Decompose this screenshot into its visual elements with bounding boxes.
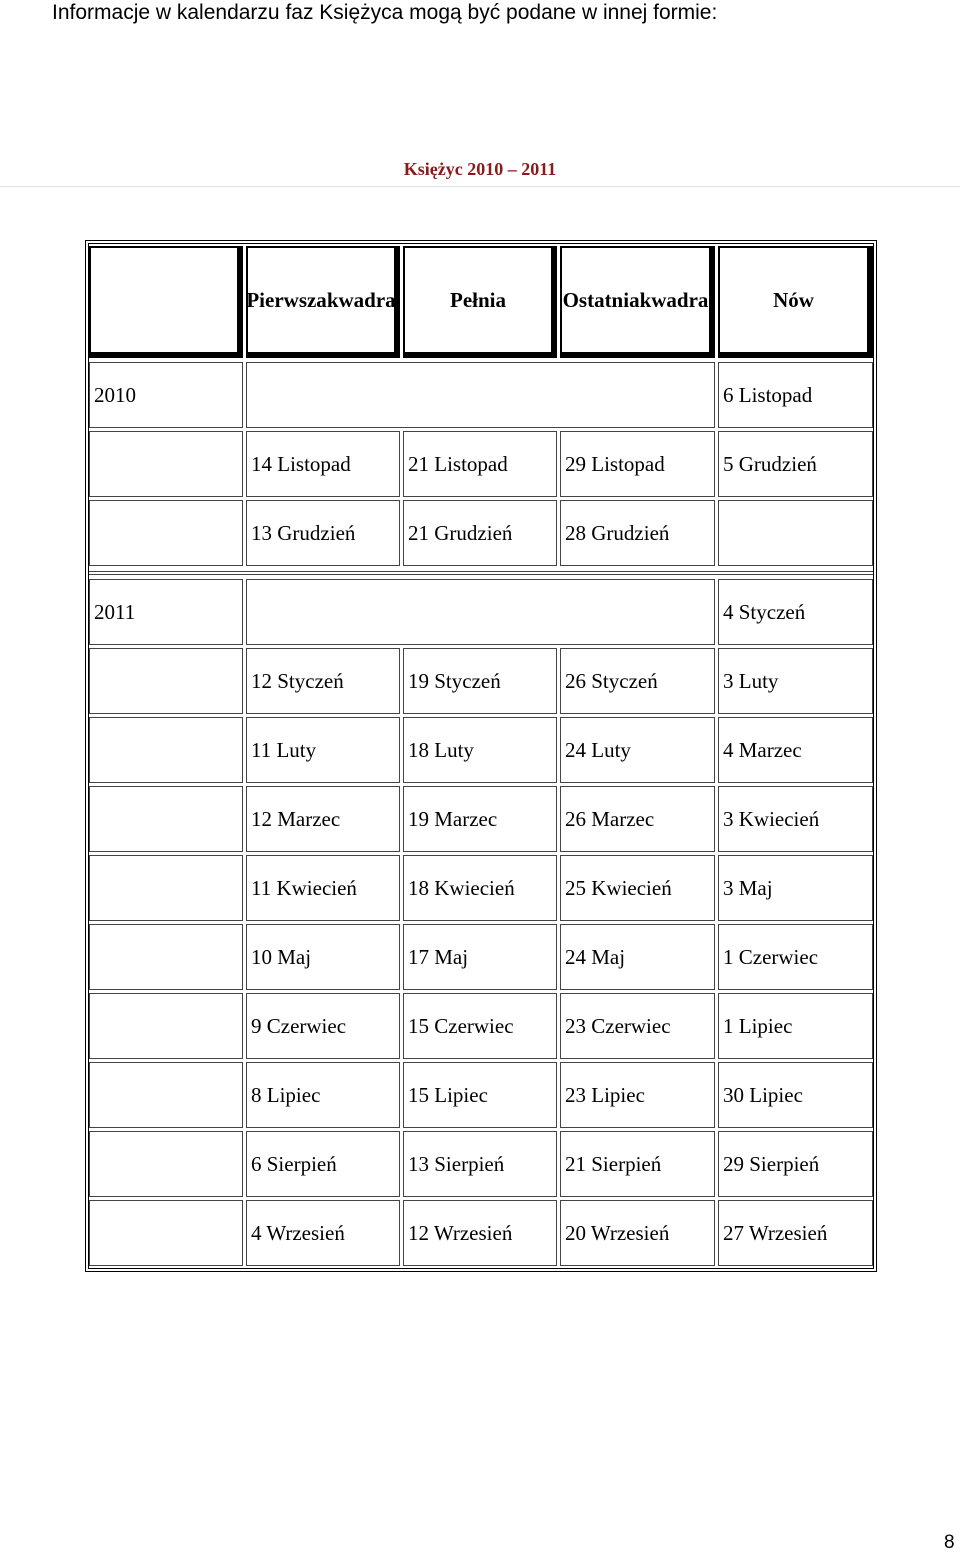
header-label: Ostatnia	[562, 288, 640, 312]
date-cell: 14 Listopad	[246, 431, 400, 497]
date-cell: 13 Grudzień	[246, 500, 400, 566]
now-cell: 6 Listopad	[718, 362, 873, 428]
group-separator	[89, 571, 873, 575]
date-cell: 15 Czerwiec	[403, 993, 557, 1059]
header-label: Pierwsza	[246, 288, 327, 312]
header-label: kwadra	[326, 288, 396, 312]
intro-text: Informacje w kalendarzu faz Księżyca mogą być podane w innej formie:	[52, 1, 718, 24]
date-cell: 4 Wrzesień	[246, 1200, 400, 1266]
page-number: 8	[944, 1532, 955, 1553]
header-cell	[246, 246, 400, 358]
year-cell: 2011	[89, 579, 243, 645]
date-cell: 20 Wrzesień	[560, 1200, 715, 1266]
date-cell: 8 Lipiec	[246, 1062, 400, 1128]
date-cell: 29 Sierpień	[718, 1131, 873, 1197]
header-cell	[403, 246, 557, 358]
year-cell: 2010	[89, 362, 243, 428]
date-cell: 1 Czerwiec	[718, 924, 873, 990]
date-cell: 25 Kwiecień	[560, 855, 715, 921]
date-cell: 11 Luty	[246, 717, 400, 783]
empty-year-cell	[89, 993, 243, 1059]
date-cell: 27 Wrzesień	[718, 1200, 873, 1266]
date-cell: 21 Grudzień	[403, 500, 557, 566]
header-cell	[89, 246, 243, 358]
date-cell: 19 Styczeń	[403, 648, 557, 714]
header-cell	[718, 246, 873, 358]
header-label: Pełnia	[450, 288, 506, 312]
divider	[0, 186, 960, 187]
date-cell: 23 Czerwiec	[560, 993, 715, 1059]
empty-span-cell	[246, 579, 715, 645]
date-cell	[718, 500, 873, 566]
date-cell: 17 Maj	[403, 924, 557, 990]
date-cell: 15 Lipiec	[403, 1062, 557, 1128]
empty-year-cell	[89, 1131, 243, 1197]
date-cell: 19 Marzec	[403, 786, 557, 852]
empty-year-cell	[89, 500, 243, 566]
date-cell: 26 Marzec	[560, 786, 715, 852]
date-cell: 18 Kwiecień	[403, 855, 557, 921]
date-cell: 12 Wrzesień	[403, 1200, 557, 1266]
table-title: Księżyc 2010 – 2011	[403, 159, 557, 179]
date-cell: 29 Listopad	[560, 431, 715, 497]
empty-year-cell	[89, 786, 243, 852]
date-cell: 12 Styczeń	[246, 648, 400, 714]
date-cell: 12 Marzec	[246, 786, 400, 852]
date-cell: 23 Lipiec	[560, 1062, 715, 1128]
header-cell	[560, 246, 715, 358]
empty-year-cell	[89, 855, 243, 921]
date-cell: 30 Lipiec	[718, 1062, 873, 1128]
date-cell: 4 Marzec	[718, 717, 873, 783]
date-cell: 6 Sierpień	[246, 1131, 400, 1197]
empty-year-cell	[89, 1200, 243, 1266]
date-cell: 3 Kwiecień	[718, 786, 873, 852]
now-cell: 4 Styczeń	[718, 579, 873, 645]
date-cell: 24 Maj	[560, 924, 715, 990]
date-cell: 18 Luty	[403, 717, 557, 783]
empty-year-cell	[89, 431, 243, 497]
date-cell: 1 Lipiec	[718, 993, 873, 1059]
date-cell: 9 Czerwiec	[246, 993, 400, 1059]
date-cell: 13 Sierpień	[403, 1131, 557, 1197]
empty-year-cell	[89, 648, 243, 714]
date-cell: 24 Luty	[560, 717, 715, 783]
empty-year-cell	[89, 924, 243, 990]
date-cell: 3 Maj	[718, 855, 873, 921]
date-cell: 21 Sierpień	[560, 1131, 715, 1197]
date-cell: 21 Listopad	[403, 431, 557, 497]
date-cell: 26 Styczeń	[560, 648, 715, 714]
date-cell: 11 Kwiecień	[246, 855, 400, 921]
empty-year-cell	[89, 717, 243, 783]
empty-span-cell	[246, 362, 715, 428]
empty-year-cell	[89, 1062, 243, 1128]
date-cell: 5 Grudzień	[718, 431, 873, 497]
date-cell: 3 Luty	[718, 648, 873, 714]
header-label: kwadra	[639, 288, 709, 312]
date-cell: 28 Grudzień	[560, 500, 715, 566]
header-label: Nów	[773, 288, 814, 312]
date-cell: 10 Maj	[246, 924, 400, 990]
